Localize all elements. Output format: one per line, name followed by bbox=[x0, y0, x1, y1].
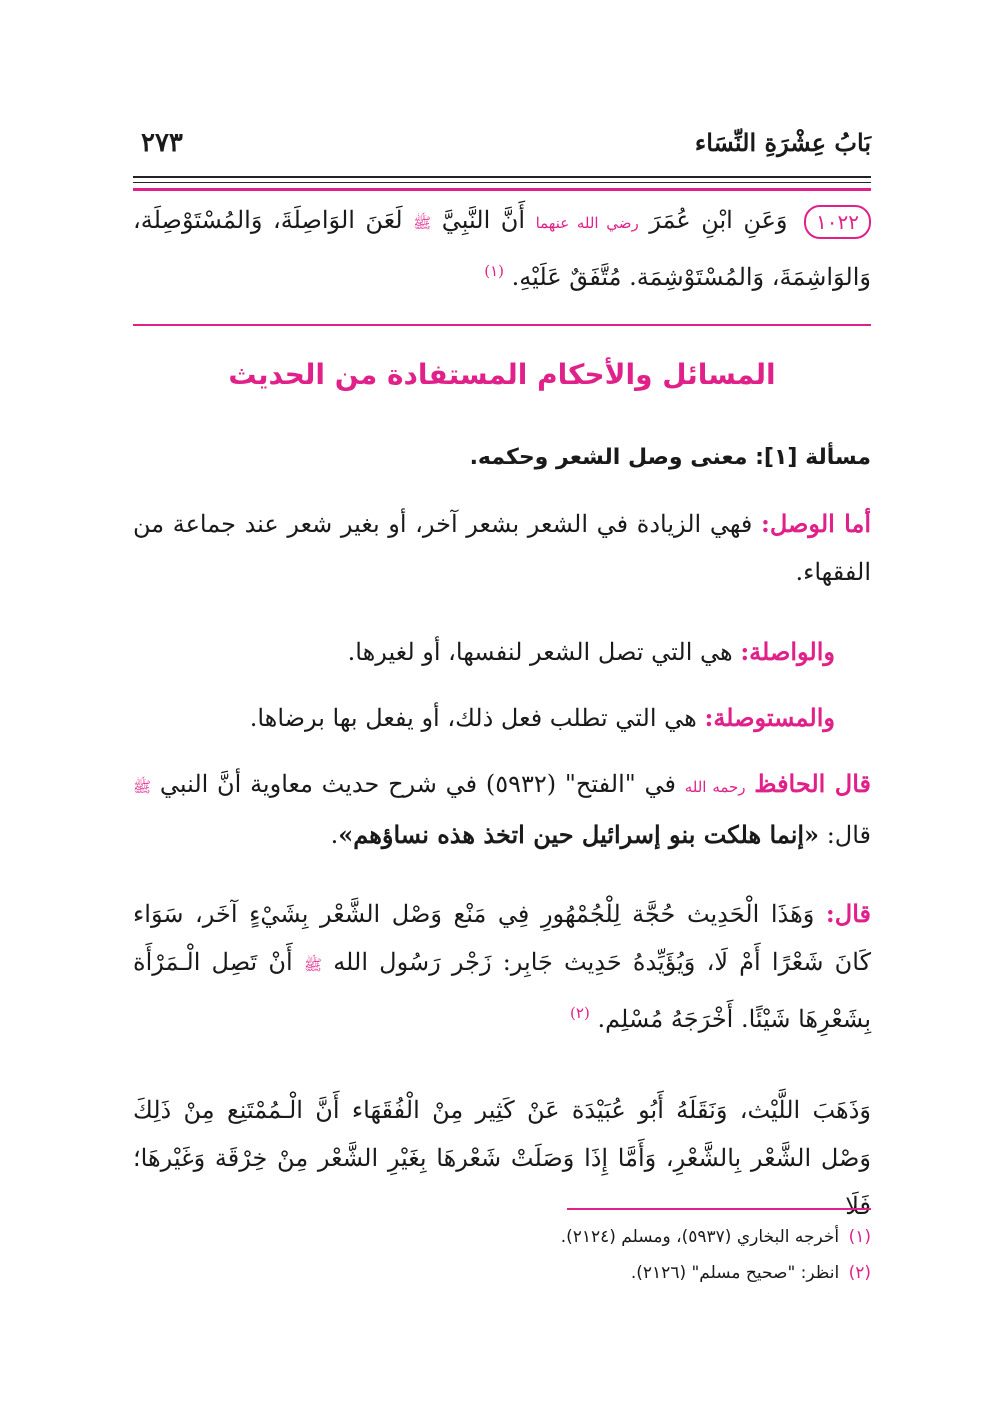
paragraph-wasl bbox=[133, 500, 871, 596]
page-header bbox=[133, 128, 871, 168]
paragraph-wasila-text: هي التي تصل الشعر لنفسها، أو لغيرها. bbox=[347, 638, 733, 666]
paragraph-hafiz bbox=[133, 760, 871, 859]
question-label: مسألة [١]: bbox=[755, 445, 871, 470]
term-wasl: أما الوصل: bbox=[761, 509, 871, 538]
paragraph-mustawsila-text: هي التي تطلب فعل ذلك، أو يفعل بها برضاها. bbox=[249, 704, 697, 732]
footnote-2-text: انظر: "صحيح مسلم" (٢١٢٦). bbox=[630, 1263, 840, 1283]
honorific-2: ﷺ bbox=[413, 214, 432, 232]
hadith-text-c: لَعَنَ الوَاصِلَةَ، وَالمُسْتَوْصِلَة، وَالوَاشِمَةَ، وَالمُسْتَوْشِمَة. مُتَّفَقٌ عَلَيْهِ. bbox=[133, 206, 871, 291]
paragraph-hafiz-end: . bbox=[330, 821, 339, 849]
hadith-separator bbox=[133, 324, 871, 326]
question-text: معنى وصل الشعر وحكمه. bbox=[469, 445, 748, 470]
term-hafiz: قال الحافظ bbox=[754, 769, 872, 798]
header-rule-top bbox=[133, 176, 871, 178]
chapter-title: بَابُ عِشْرَةِ النِّسَاء bbox=[694, 128, 871, 157]
hadith-block bbox=[133, 196, 871, 301]
paragraph-layth-text: وَذَهَبَ اللَّيْث، وَنَقَلَهُ أَبُو عُبَيْدَة عَنْ كَثِير مِنْ الْفُقَهَاء أَنَّ الْـمُمْتَنِع مِنْ ذَلِكَ وَصْل الشَّعْر بِالشَّعْرِ، وَأَمَّا إِذَا وَصَلَتْ شَعْرهَا بِغَيْرِ الشَّعْر مِنْ خِرْقَة وَغَيْرهَا؛ فَلَا bbox=[133, 1096, 871, 1220]
paragraph-hafiz-text-a: في "الفتح" (٥٩٣٢) في شرح حديث معاوية أنَّ النبي bbox=[159, 770, 676, 798]
page-number: ٢٧٣ bbox=[141, 128, 183, 158]
footnote-1 bbox=[133, 1222, 871, 1252]
header-rule-accent bbox=[133, 188, 871, 191]
honorific-1: رضي الله عنهما bbox=[535, 214, 639, 232]
honorific-3: ﷺ bbox=[303, 956, 322, 974]
term-mustawsila: والمستوصلة: bbox=[704, 703, 835, 732]
hadith-text-a: وَعَنِ ابْنِ عُمَرَ bbox=[649, 206, 788, 234]
footnote-1-number: (١) bbox=[848, 1227, 871, 1247]
term-qala: قال: bbox=[825, 899, 871, 928]
section-title: المسائل والأحكام المستفادة من الحديث bbox=[228, 358, 776, 391]
footnote-2-number: (٢) bbox=[848, 1263, 871, 1283]
hadith-text-b: أَنَّ النَّبِيَّ bbox=[441, 206, 526, 234]
paragraph-qala-text-a: وَهَذَا الْحَدِيث حُجَّة لِلْجُمْهُورِ فِي مَنْع وَصْل الشَّعْر بِشَيْءٍ آخَر، سَوَاء كَانَ شَعْرًا أَمْ لَا، وَيُؤَيِّدهُ حَدِيث جَابِر: زَجْر رَسُول الله bbox=[133, 900, 872, 976]
header-rule-middle bbox=[133, 182, 871, 183]
hadith-quote: «إنما هلكت بنو إسرائيل حين اتخذ هذه نساؤهم» bbox=[338, 820, 820, 849]
term-wasila: والواصلة: bbox=[740, 637, 835, 666]
honorific-prophet: ﷺ bbox=[133, 778, 152, 796]
paragraph-hafiz-text-b: قال: bbox=[826, 821, 871, 849]
footnote-ref-1[interactable]: (١) bbox=[484, 262, 504, 280]
footnote-separator bbox=[567, 1208, 871, 1210]
paragraph-mustawsila bbox=[133, 694, 871, 742]
honorific-hafiz: رحمه الله bbox=[684, 778, 746, 796]
footnote-1-text: أخرجه البخاري (٥٩٣٧)، ومسلم (٢١٢٤). bbox=[560, 1227, 840, 1247]
paragraph-qala-text-b: أَنْ تَصِل الْـمَرْأَة بِشَعْرِهَا شَيْئًا. أَخْرَجَهُ مُسْلِم. bbox=[133, 948, 871, 1033]
question-heading bbox=[133, 432, 871, 482]
hadith-number-badge: ١٠٢٢ bbox=[804, 205, 871, 239]
paragraph-qala bbox=[133, 890, 871, 1043]
paragraph-wasila bbox=[133, 628, 871, 676]
paragraph-wasl-text: فهي الزيادة في الشعر بشعر آخر، أو بغير شعر عند جماعة من الفقهاء. bbox=[133, 510, 871, 586]
footnote-2 bbox=[133, 1258, 871, 1288]
footnote-ref-2[interactable]: (٢) bbox=[570, 1004, 590, 1022]
